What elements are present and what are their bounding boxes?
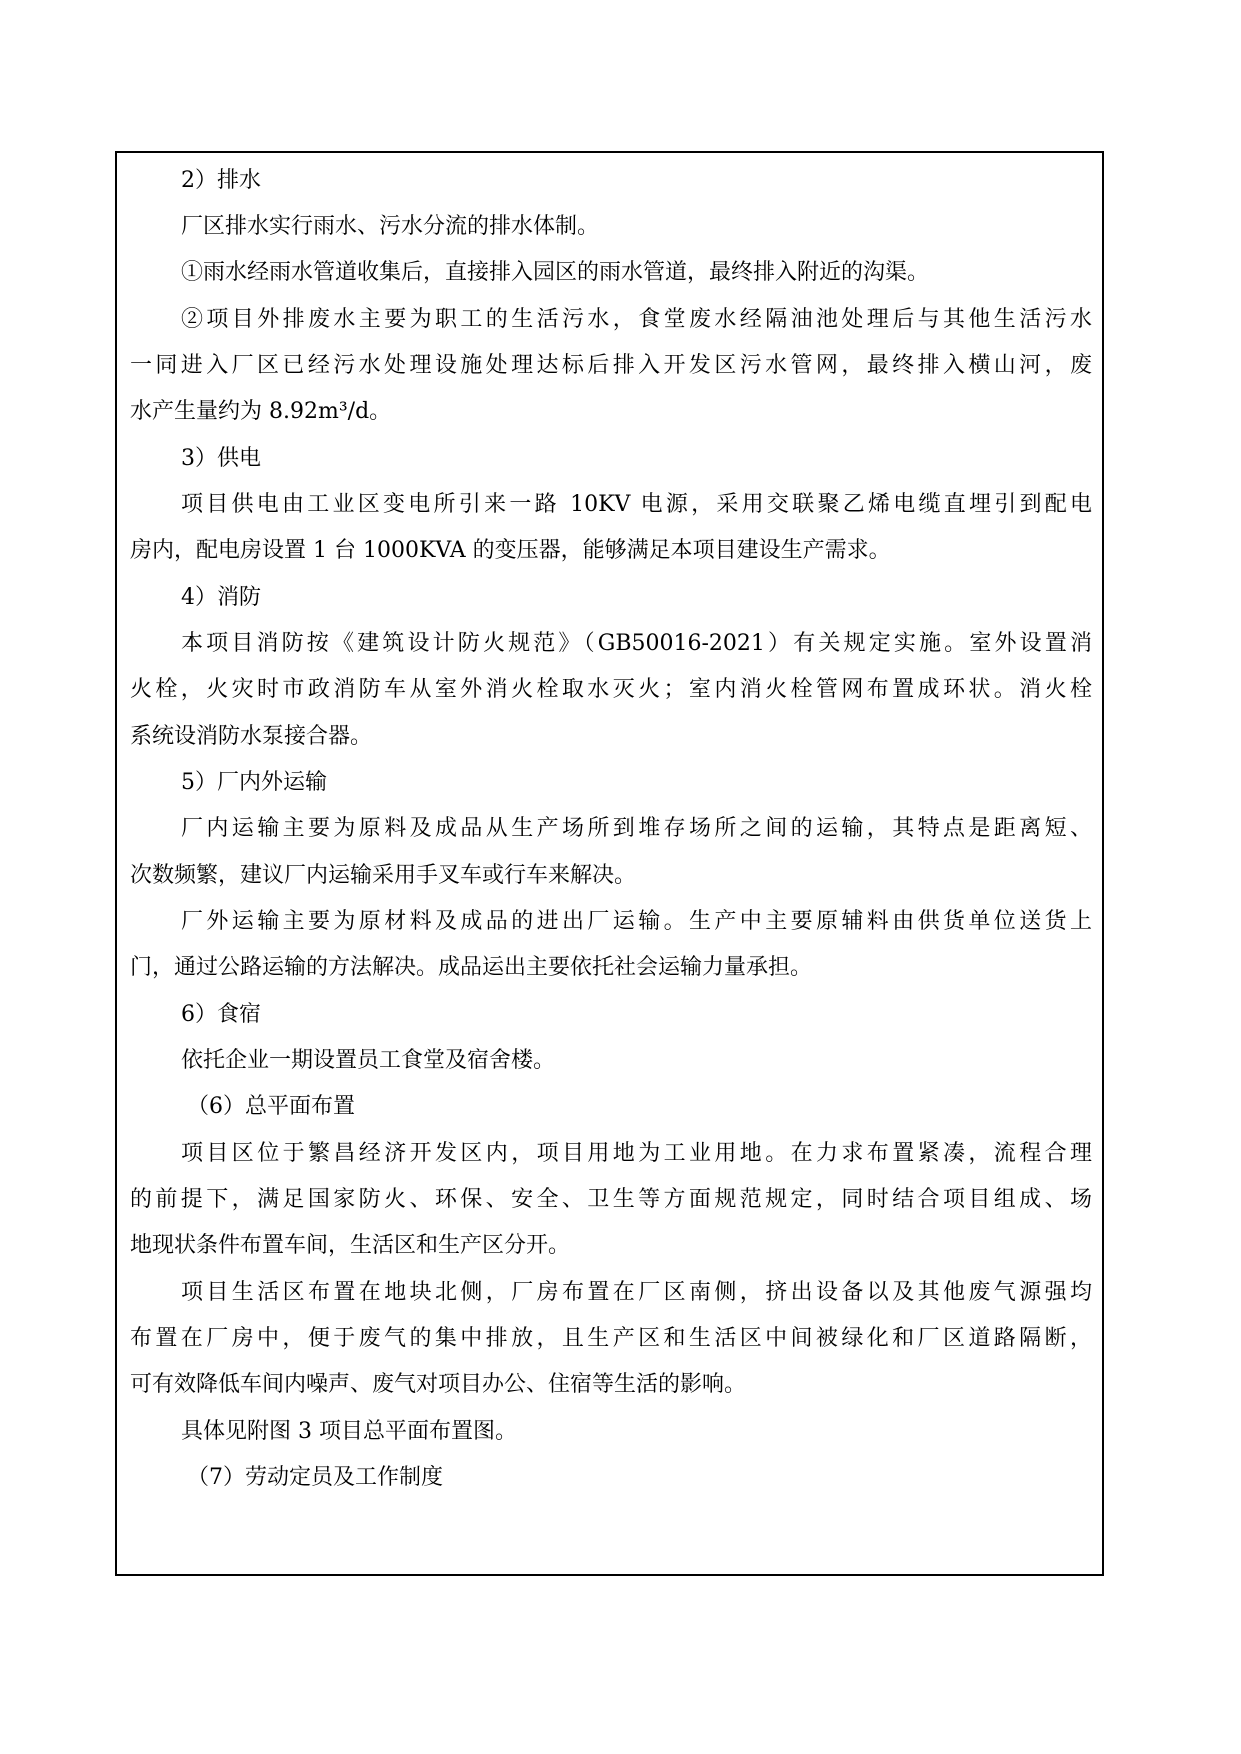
heading-staffing: （7）劳动定员及工作制度 [187, 1465, 443, 1490]
heading-general-layout: （6）总平面布置 [187, 1094, 355, 1119]
paragraph-line: 地现状条件布置车间，生活区和生产区分开。 [130, 1233, 571, 1258]
paragraph-line: 房内，配电房设置 1 台 1000KVA 的变压器，能够满足本项目建设生产需求。 [130, 538, 891, 563]
heading-fire-protection: 4）消防 [181, 585, 261, 610]
paragraph-line: 厂内运输主要为原料及成品从生产场所到堆存场所之间的运输，其特点是距离短、 [181, 816, 1092, 841]
paragraph-line: 水产生量约为 8.92m³/d。 [130, 399, 392, 424]
paragraph-line: ②项目外排废水主要为职工的生活污水，食堂废水经隔油池处理后与其他生活污水 [181, 307, 1092, 332]
paragraph-line: 具体见附图 3 项目总平面布置图。 [181, 1419, 517, 1444]
paragraph-line: 次数频繁，建议厂内运输采用手叉车或行车来解决。 [130, 863, 637, 888]
paragraph-line: 厂区排水实行雨水、污水分流的排水体制。 [181, 214, 600, 239]
paragraph-line: 项目生活区布置在地块北侧，厂房布置在厂区南侧，挤出设备以及其他废气源强均 [181, 1280, 1092, 1305]
paragraph-line: 项目供电由工业区变电所引来一路 10KV 电源，采用交联聚乙烯电缆直埋引到配电 [181, 492, 1092, 517]
paragraph-line: 火栓，火灾时市政消防车从室外消火栓取水灭火；室内消火栓管网布置成环状。消火栓 [130, 677, 1092, 702]
document-frame [115, 151, 1104, 1576]
paragraph-line: 依托企业一期设置员工食堂及宿舍楼。 [181, 1048, 556, 1073]
paragraph-line: 项目区位于繁昌经济开发区内，项目用地为工业用地。在力求布置紧凑，流程合理 [181, 1141, 1092, 1166]
paragraph-line: 一同进入厂区已经污水处理设施处理达标后排入开发区污水管网，最终排入横山河，废 [130, 353, 1092, 378]
paragraph-line: 可有效降低车间内噪声、废气对项目办公、住宿等生活的影响。 [130, 1372, 747, 1397]
paragraph-line: ①雨水经雨水管道收集后，直接排入园区的雨水管道，最终排入附近的沟渠。 [181, 260, 930, 285]
paragraph-line: 门，通过公路运输的方法解决。成品运出主要依托社会运输力量承担。 [130, 955, 813, 980]
paragraph-line: 本项目消防按《建筑设计防火规范》（GB50016-2021）有关规定实施。室外设置消 [181, 631, 1092, 656]
paragraph-line: 的前提下，满足国家防火、环保、安全、卫生等方面规范规定，同时结合项目组成、场 [130, 1187, 1092, 1212]
heading-transport: 5）厂内外运输 [181, 770, 327, 795]
paragraph-line: 厂外运输主要为原材料及成品的进出厂运输。生产中主要原辅料由供货单位送货上 [181, 909, 1092, 934]
paragraph-line: 布置在厂房中，便于废气的集中排放，且生产区和生活区中间被绿化和厂区道路隔断， [130, 1326, 1092, 1351]
heading-drainage: 2）排水 [181, 168, 261, 193]
heading-accommodation: 6）食宿 [181, 1002, 261, 1027]
heading-power-supply: 3）供电 [181, 446, 261, 471]
paragraph-line: 系统设消防水泵接合器。 [130, 724, 373, 749]
